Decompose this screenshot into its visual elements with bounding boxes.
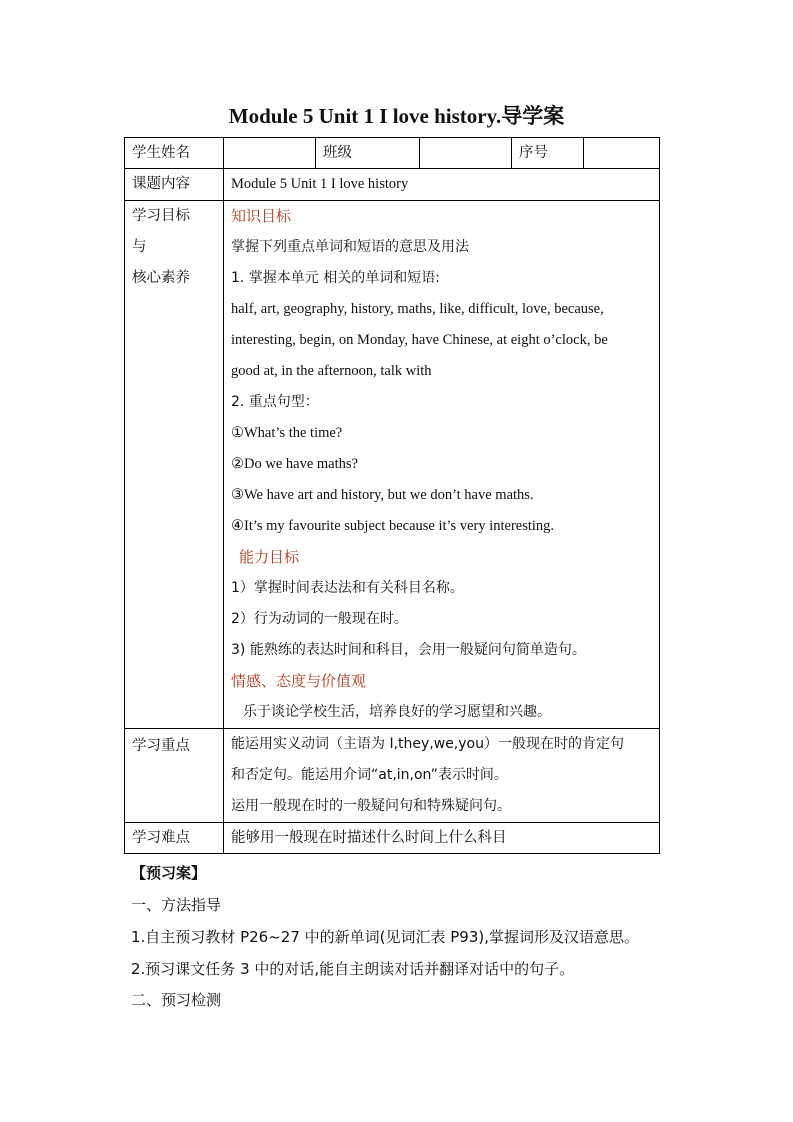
vocab-item-heading: 1. 掌握本单元 相关的单词和短语: bbox=[231, 270, 440, 286]
method-step: 2.预习课文任务 3 中的对话,能自主朗读对话并翻译对话中的句子。 bbox=[131, 960, 575, 978]
seat-number-field[interactable] bbox=[584, 138, 660, 169]
difficulties-row bbox=[125, 823, 660, 854]
key-points-line: 和否定句。能运用介词“at,in,on”表示时间。 bbox=[231, 767, 508, 783]
key-sentence: ②Do we have maths? bbox=[231, 456, 358, 472]
seat-number-label: 序号 bbox=[512, 138, 584, 169]
class-field[interactable] bbox=[420, 138, 512, 169]
vocab-line: interesting, begin, on Monday, have Chinese, at eight o’clock, be bbox=[231, 332, 608, 348]
page-title: Module 5 Unit 1 I love history.导学案 bbox=[228, 104, 565, 128]
goals-label-line: 与 bbox=[132, 239, 147, 255]
goals-label-line: 学习目标 bbox=[132, 208, 190, 224]
preview-heading: 【预习案】 bbox=[131, 864, 207, 882]
key-points-label bbox=[125, 729, 224, 823]
ability-item: 3) 能熟练的表达时间和科目，会用一般疑问句简单造句。 bbox=[231, 642, 586, 658]
ability-item: 2）行为动词的一般现在时。 bbox=[231, 611, 408, 627]
student-info-row bbox=[125, 138, 660, 169]
key-points-content bbox=[224, 729, 660, 823]
difficulties-label: 学习难点 bbox=[125, 823, 224, 854]
study-guide-table bbox=[124, 137, 660, 854]
key-points-label-text: 学习重点 bbox=[132, 738, 190, 754]
preview-check-heading: 二、预习检测 bbox=[131, 991, 222, 1009]
emotion-text: 乐于谈论学校生活，培养良好的学习愿望和兴趣。 bbox=[243, 704, 551, 720]
topic-value: Module 5 Unit 1 I love history bbox=[224, 169, 660, 201]
topic-row bbox=[125, 169, 660, 201]
knowledge-intro: 掌握下列重点单词和短语的意思及用法 bbox=[231, 239, 469, 255]
key-sentence: ③We have art and history, but we don’t have maths. bbox=[231, 487, 534, 503]
vocab-line: good at, in the afternoon, talk with bbox=[231, 363, 432, 379]
sentence-item-heading: 2. 重点句型： bbox=[231, 394, 319, 410]
ability-heading: 能力目标 bbox=[239, 548, 300, 566]
key-sentence: ①What’s the time? bbox=[231, 425, 343, 441]
key-points-line: 运用一般现在时的一般疑问句和特殊疑问句。 bbox=[231, 798, 511, 814]
emotion-heading: 情感、态度与价值观 bbox=[231, 672, 367, 690]
key-points-row bbox=[125, 729, 660, 823]
topic-label: 课题内容 bbox=[125, 169, 224, 201]
key-sentence: ④It’s my favourite subject because it’s very interesting. bbox=[231, 518, 555, 534]
goals-row bbox=[125, 201, 660, 729]
method-guide-heading: 一、方法指导 bbox=[131, 896, 222, 914]
class-label: 班级 bbox=[316, 138, 420, 169]
student-name-field[interactable] bbox=[224, 138, 316, 169]
key-points-line: 能运用实义动词（主语为 I,they,we,you）一般现在时的肯定句 bbox=[231, 736, 624, 752]
vocab-line: half, art, geography, history, maths, like, difficult, love, because, bbox=[231, 301, 604, 317]
student-name-label: 学生姓名 bbox=[125, 138, 224, 169]
goals-content bbox=[224, 201, 660, 729]
ability-item: 1）掌握时间表达法和有关科目名称。 bbox=[231, 580, 464, 596]
goals-label-line: 核心素养 bbox=[132, 270, 190, 286]
knowledge-heading: 知识目标 bbox=[231, 207, 292, 225]
method-step: 1.自主预习教材 P26~27 中的新单词(见词汇表 P93),掌握词形及汉语意思。 bbox=[131, 928, 640, 946]
difficulties-text: 能够用一般现在时描述什么时间上什么科目 bbox=[224, 823, 660, 854]
goals-label bbox=[125, 201, 224, 729]
